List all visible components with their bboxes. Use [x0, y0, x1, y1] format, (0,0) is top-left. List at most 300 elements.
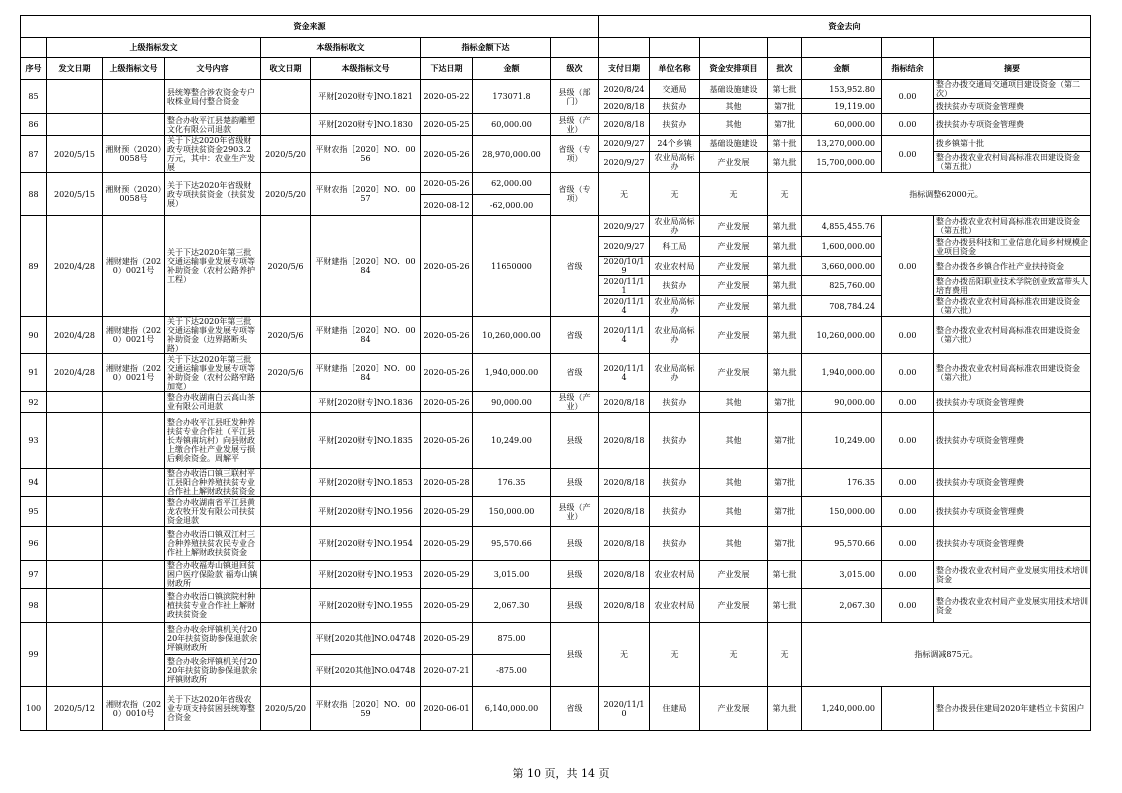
- balance: 0.00: [882, 561, 934, 589]
- receive-date: [261, 527, 311, 561]
- column-header: 收文日期: [261, 58, 311, 80]
- level: 省级: [551, 317, 599, 354]
- level: 省级（专项）: [551, 136, 599, 173]
- table-row: [21, 114, 1091, 136]
- level: 县级（产业）: [551, 114, 599, 136]
- doc-content: 县统筹整合涉农资金专户收株业局付整合资金: [165, 80, 261, 114]
- issue-date: [47, 527, 103, 561]
- doc-content: 整合办收平江县楚韵雕塑文化有限公司退款: [165, 114, 261, 136]
- table-row: [21, 80, 1091, 99]
- down-date: 2020-05-29: [421, 589, 473, 623]
- batch: 第7批: [768, 99, 802, 114]
- upper-doc-number: 湘财建指（2020）0021号: [103, 317, 165, 354]
- local-doc-number: 平财建指［2020］NO．0084: [311, 216, 421, 317]
- column-header: 单位名称: [650, 58, 700, 80]
- doc-content: 整合办收余坪镇机关付2020年扶贫资助参保退款余坪镇财政所: [165, 655, 261, 687]
- receive-date: [261, 561, 311, 589]
- level: 县级: [551, 589, 599, 623]
- row-number: 94: [21, 469, 47, 497]
- table-row: [21, 317, 1091, 354]
- local-doc-number: 平财[2020财专]NO.1835: [311, 413, 421, 469]
- local-doc-number: 平财[2020其他]NO.04748: [311, 623, 421, 655]
- batch: 第7批: [768, 527, 802, 561]
- payment-date: 2020/8/18: [599, 99, 650, 114]
- unit-name: 扶贫办: [650, 497, 700, 527]
- doc-content: 关于下达2020年省级财政专项扶贫资金2903.2万元，其中：农业生产发展: [165, 136, 261, 173]
- unit-name: 扶贫办: [650, 114, 700, 136]
- row-number: 96: [21, 527, 47, 561]
- issue-date: [47, 469, 103, 497]
- batch: 第九批: [768, 317, 802, 354]
- row-number: 85: [21, 80, 47, 114]
- adjust-summary: 指标调减875元。: [802, 623, 1091, 687]
- balance: 0.00: [882, 497, 934, 527]
- allot-amount: 11650000: [473, 216, 551, 317]
- batch: 第7批: [768, 392, 802, 413]
- project-name: 无: [700, 173, 768, 216]
- balance: 0.00: [882, 216, 934, 317]
- down-date: 2020-05-26: [421, 354, 473, 392]
- payment-date: 2020/9/27: [599, 216, 650, 237]
- table-row: [21, 173, 1091, 195]
- upper-doc-number: [103, 527, 165, 561]
- balance: 0.00: [882, 527, 934, 561]
- down-date: 2020-05-26: [421, 173, 473, 195]
- unit-name: 24个乡镇: [650, 136, 700, 152]
- upper-doc-number: [103, 413, 165, 469]
- receive-date: [261, 469, 311, 497]
- local-doc-number: 平财[2020财专]NO.1953: [311, 561, 421, 589]
- upper-doc-number: [103, 623, 165, 687]
- receive-date: [261, 413, 311, 469]
- blank-cell: [650, 38, 700, 58]
- table-row: [21, 469, 1091, 497]
- payment-date: 2020/8/24: [599, 80, 650, 99]
- upper-doc-number: [103, 392, 165, 413]
- unit-name: 无: [650, 173, 700, 216]
- payment-amount: 2,067.30: [802, 589, 882, 623]
- local-doc-number: 平财[2020财专]NO.1853: [311, 469, 421, 497]
- payment-date: 2020/11/14: [599, 354, 650, 392]
- summary: 整合办拨农业农村局高标准农田建设资金（第六批）: [934, 354, 1091, 392]
- batch: 无: [768, 623, 802, 687]
- project-name: 其他: [700, 497, 768, 527]
- balance: 0.00: [882, 413, 934, 469]
- issue-date: 2020/4/28: [47, 317, 103, 354]
- row-number: 86: [21, 114, 47, 136]
- blank-cell: [882, 38, 934, 58]
- allot-amount: 176.35: [473, 469, 551, 497]
- summary: 拨扶贫办专项资金管理费: [934, 413, 1091, 469]
- project-name: 产业发展: [700, 589, 768, 623]
- row-number: 98: [21, 589, 47, 623]
- batch: 第九批: [768, 237, 802, 257]
- column-header: 金额: [802, 58, 882, 80]
- doc-content: 整合办收浯口镇三联村平江县阳合种养殖扶贫专业合作社上解财政扶贫资金: [165, 469, 261, 497]
- batch: 第九批: [768, 257, 802, 276]
- unit-name: 扶贫办: [650, 469, 700, 497]
- allot-amount: 60,000.00: [473, 114, 551, 136]
- local-doc-number: 平财[2020财专]NO.1955: [311, 589, 421, 623]
- payment-date: 2020/11/10: [599, 687, 650, 731]
- allot-amount: 875.00: [473, 623, 551, 655]
- doc-content: 关于下达2020年省级农业专项支持贫困县统筹整合资金: [165, 687, 261, 731]
- payment-amount: 13,270,000.00: [802, 136, 882, 152]
- table-row: [21, 497, 1091, 527]
- balance: 0.00: [882, 80, 934, 114]
- payment-date: 无: [599, 173, 650, 216]
- column-header: 本级指标文号: [311, 58, 421, 80]
- payment-amount: 1,240,000.00: [802, 687, 882, 731]
- local-doc-number: 平财农指［2020］NO．0057: [311, 173, 421, 216]
- issue-date: 2020/5/15: [47, 173, 103, 216]
- project-name: 产业发展: [700, 216, 768, 237]
- level: 省级（专项）: [551, 173, 599, 216]
- receive-date: 2020/5/6: [261, 317, 311, 354]
- balance: 0.00: [882, 114, 934, 136]
- doc-content: 整合办收湖南白云高山茶业有限公司退款: [165, 392, 261, 413]
- row-number: 99: [21, 623, 47, 687]
- batch: 第7批: [768, 413, 802, 469]
- local-doc-number: 平财农指［2020］NO．0056: [311, 136, 421, 173]
- down-date: 2020-05-29: [421, 527, 473, 561]
- receive-date: 2020/5/6: [261, 216, 311, 317]
- payment-date: 2020/9/27: [599, 136, 650, 152]
- unit-name: 农业局高标办: [650, 317, 700, 354]
- column-header: 金额: [473, 58, 551, 80]
- summary: 拨扶贫办专项资金管理费: [934, 114, 1091, 136]
- local-doc-number: 平财建指［2020］NO．0084: [311, 317, 421, 354]
- batch: 第七批: [768, 561, 802, 589]
- blank-cell: [599, 38, 650, 58]
- payment-amount: 708,784.24: [802, 296, 882, 317]
- unit-name: 交通局: [650, 80, 700, 99]
- row-number: 90: [21, 317, 47, 354]
- down-date: 2020-05-28: [421, 469, 473, 497]
- level: 省级: [551, 354, 599, 392]
- down-date: 2020-05-25: [421, 114, 473, 136]
- summary: 拨扶贫办专项资金管理费: [934, 392, 1091, 413]
- receive-date: [261, 392, 311, 413]
- project-name: 其他: [700, 469, 768, 497]
- upper-doc-number: [103, 114, 165, 136]
- issue-date: [47, 114, 103, 136]
- summary: 整合办拨农业农村局产业发展实用技术培训资金: [934, 561, 1091, 589]
- unit-name: 农业农村局: [650, 257, 700, 276]
- allot-amount: 10,249.00: [473, 413, 551, 469]
- local-doc-number: 平财建指［2020］NO．0084: [311, 354, 421, 392]
- local-doc-number: 平财[2020财专]NO.1821: [311, 80, 421, 114]
- summary: 整合办拨农业农村局高标准农田建设资金（第六批）: [934, 296, 1091, 317]
- batch: 第十批: [768, 136, 802, 152]
- blank-cell: [802, 38, 882, 58]
- payment-amount: 1,600,000.00: [802, 237, 882, 257]
- payment-amount: 90,000.00: [802, 392, 882, 413]
- upper-doc-number: [103, 469, 165, 497]
- receive-date: 2020/5/6: [261, 354, 311, 392]
- unit-name: 扶贫办: [650, 392, 700, 413]
- issue-date: [47, 623, 103, 687]
- upper-doc-number: [103, 80, 165, 114]
- level: 县级（产业）: [551, 497, 599, 527]
- receive-date: 2020/5/20: [261, 173, 311, 216]
- batch: 无: [768, 173, 802, 216]
- unit-name: 住建局: [650, 687, 700, 731]
- down-date: 2020-05-26: [421, 136, 473, 173]
- summary: 整合办拨农业农村局高标准农田建设资金（第六批）: [934, 317, 1091, 354]
- upper-doc-number: 湘财预（2020）0058号: [103, 136, 165, 173]
- batch: 第7批: [768, 497, 802, 527]
- receive-date: 2020/5/20: [261, 136, 311, 173]
- summary: 拨扶贫办专项资金管理费: [934, 497, 1091, 527]
- allot-amount: 10,260,000.00: [473, 317, 551, 354]
- down-date: 2020-07-21: [421, 655, 473, 687]
- level: 县级: [551, 561, 599, 589]
- project-name: 基础设施建设: [700, 80, 768, 99]
- summary: 整合办拨交通局交通项目建设资金（第二次）: [934, 80, 1091, 99]
- unit-name: 扶贫办: [650, 99, 700, 114]
- payment-amount: 4,855,455.76: [802, 216, 882, 237]
- local-group-title: 本级指标收文: [261, 38, 421, 58]
- upper-doc-number: [103, 497, 165, 527]
- payment-amount: 60,000.00: [802, 114, 882, 136]
- payment-amount: 15,700,000.00: [802, 152, 882, 173]
- local-doc-number: 平财[2020财专]NO.1836: [311, 392, 421, 413]
- doc-content: 整合办收余坪镇机关付2020年扶贫资助参保退款余坪镇财政所: [165, 623, 261, 655]
- receive-date: [261, 80, 311, 114]
- project-name: 其他: [700, 114, 768, 136]
- level: 县级: [551, 413, 599, 469]
- unit-name: 农业局高标办: [650, 296, 700, 317]
- blank-cell: [934, 38, 1091, 58]
- issue-date: [47, 497, 103, 527]
- batch: 第九批: [768, 687, 802, 731]
- allot-amount: 150,000.00: [473, 497, 551, 527]
- table-row: [21, 561, 1091, 589]
- table-row: [21, 623, 1091, 655]
- upper-doc-number: 湘财建指（2020）0021号: [103, 354, 165, 392]
- doc-content: 关于下达2020年第三批交通运输事业发展专项等补助资金（农村公路窄路加宽）: [165, 354, 261, 392]
- receive-date: [261, 497, 311, 527]
- column-header: 上级指标文号: [103, 58, 165, 80]
- payment-date: 2020/8/18: [599, 413, 650, 469]
- upper-group-title: 上级指标发文: [47, 38, 261, 58]
- balance: 0.00: [882, 589, 934, 623]
- local-doc-number: 平财[2020财专]NO.1830: [311, 114, 421, 136]
- column-header: 支付日期: [599, 58, 650, 80]
- column-header: 发文日期: [47, 58, 103, 80]
- allot-amount: 173071.8: [473, 80, 551, 114]
- down-date: 2020-05-29: [421, 497, 473, 527]
- local-doc-number: 平财[2020财专]NO.1956: [311, 497, 421, 527]
- row-number: 92: [21, 392, 47, 413]
- payment-date: 2020/9/27: [599, 152, 650, 173]
- issue-date: 2020/4/28: [47, 216, 103, 317]
- blank-cell: [768, 38, 802, 58]
- payment-amount: 3,015.00: [802, 561, 882, 589]
- doc-content: 关于下达2020年省级财政专项扶贫资金（扶贫发展）: [165, 173, 261, 216]
- issue-date: [47, 392, 103, 413]
- payment-amount: 10,249.00: [802, 413, 882, 469]
- balance: [882, 687, 934, 731]
- balance: 0.00: [882, 469, 934, 497]
- upper-doc-number: 湘财建指（2020）0021号: [103, 216, 165, 317]
- upper-doc-number: [103, 589, 165, 623]
- unit-name: 扶贫办: [650, 413, 700, 469]
- allot-amount: 3,015.00: [473, 561, 551, 589]
- summary: 整合办拨农业农村局产业发展实用技术培训资金: [934, 589, 1091, 623]
- down-date: 2020-06-01: [421, 687, 473, 731]
- down-date: 2020-05-22: [421, 80, 473, 114]
- project-name: 产业发展: [700, 152, 768, 173]
- unit-name: 农业局高标办: [650, 354, 700, 392]
- column-header: 序号: [21, 58, 47, 80]
- allot-amount: 1,940,000.00: [473, 354, 551, 392]
- row-number: 100: [21, 687, 47, 731]
- allot-amount: -62,000.00: [473, 195, 551, 216]
- unit-name: 扶贫办: [650, 527, 700, 561]
- summary: 拨扶贫办专项资金管理费: [934, 527, 1091, 561]
- project-name: 产业发展: [700, 296, 768, 317]
- project-name: 其他: [700, 527, 768, 561]
- batch: 第九批: [768, 152, 802, 173]
- payment-date: 无: [599, 623, 650, 687]
- level: 县级（部门）: [551, 80, 599, 114]
- local-doc-number: 平财[2020财专]NO.1954: [311, 527, 421, 561]
- issue-date: 2020/5/12: [47, 687, 103, 731]
- row-number: 95: [21, 497, 47, 527]
- summary: 整合办拨县科技和工业信息化局乡村规模企业项目资金: [934, 237, 1091, 257]
- project-name: 产业发展: [700, 561, 768, 589]
- source-title: 资金来源: [21, 16, 599, 38]
- allot-amount: -875.00: [473, 655, 551, 687]
- payment-date: 2020/8/18: [599, 469, 650, 497]
- batch: 第7批: [768, 114, 802, 136]
- payment-amount: 825,760.00: [802, 276, 882, 296]
- allot-amount: 2,067.30: [473, 589, 551, 623]
- table-row: [21, 527, 1091, 561]
- allot-amount: 95,570.66: [473, 527, 551, 561]
- batch: 第九批: [768, 354, 802, 392]
- doc-content: 整合办收福寿山镇退回贫困户医疗保险款 福寿山镇财政所: [165, 561, 261, 589]
- project-name: 产业发展: [700, 317, 768, 354]
- down-date: 2020-05-29: [421, 561, 473, 589]
- column-header: 文号内容: [165, 58, 261, 80]
- column-header: 级次: [551, 58, 599, 80]
- column-header: 指标结余: [882, 58, 934, 80]
- allot-amount: 62,000.00: [473, 173, 551, 195]
- payment-date: 2020/8/18: [599, 114, 650, 136]
- down-date: 2020-05-26: [421, 317, 473, 354]
- project-name: 产业发展: [700, 276, 768, 296]
- payment-date: 2020/11/14: [599, 296, 650, 317]
- column-header: 摘要: [934, 58, 1091, 80]
- table-row: [21, 589, 1091, 623]
- batch: 第七批: [768, 80, 802, 99]
- doc-content: 整合办收浯口镇双江村三合种养殖扶贫农民专业合作社上解财政扶贫资金: [165, 527, 261, 561]
- doc-content: 整合办收浯口镇滨院村种植扶贫专业合作社上解财政扶贫资金: [165, 589, 261, 623]
- project-name: 其他: [700, 99, 768, 114]
- upper-doc-number: 湘财农指（2020）0010号: [103, 687, 165, 731]
- batch: 第九批: [768, 296, 802, 317]
- unit-name: 无: [650, 623, 700, 687]
- table-row: [21, 413, 1091, 469]
- blank-cell: [700, 38, 768, 58]
- project-name: 其他: [700, 413, 768, 469]
- batch: 第7批: [768, 469, 802, 497]
- payment-date: 2020/10/19: [599, 257, 650, 276]
- project-name: 产业发展: [700, 237, 768, 257]
- batch: 第九批: [768, 276, 802, 296]
- batch: 第九批: [768, 216, 802, 237]
- receive-date: [261, 114, 311, 136]
- payment-amount: 150,000.00: [802, 497, 882, 527]
- fund-table: [20, 15, 1091, 731]
- amount-group-title: 指标金额下达: [421, 38, 551, 58]
- payment-date: 2020/8/18: [599, 561, 650, 589]
- row-number: 87: [21, 136, 47, 173]
- payment-date: 2020/11/11: [599, 276, 650, 296]
- payment-amount: 153,952.80: [802, 80, 882, 99]
- summary: 整合办拨农业农村局高标准农田建设资金（第五批）: [934, 216, 1091, 237]
- table-row: [21, 136, 1091, 152]
- receive-date: [261, 623, 311, 687]
- payment-date: 2020/8/18: [599, 392, 650, 413]
- level: 县级: [551, 527, 599, 561]
- row-number: 93: [21, 413, 47, 469]
- down-date: 2020-08-12: [421, 195, 473, 216]
- upper-doc-number: 湘财预（2020）0058号: [103, 173, 165, 216]
- table-row: [21, 687, 1091, 731]
- balance: 0.00: [882, 136, 934, 173]
- unit-name: 农业农村局: [650, 561, 700, 589]
- summary: 拨扶贫办专项资金管理费: [934, 99, 1091, 114]
- allot-amount: 90,000.00: [473, 392, 551, 413]
- project-name: 基础设施建设: [700, 136, 768, 152]
- issue-date: 2020/4/28: [47, 354, 103, 392]
- down-date: 2020-05-26: [421, 413, 473, 469]
- payment-date: 2020/8/18: [599, 527, 650, 561]
- payment-amount: 19,119.00: [802, 99, 882, 114]
- summary: 拨乡镇第十批: [934, 136, 1091, 152]
- down-date: 2020-05-26: [421, 216, 473, 317]
- level: 省级: [551, 216, 599, 317]
- payment-date: 2020/11/14: [599, 317, 650, 354]
- unit-name: 农业农村局: [650, 589, 700, 623]
- payment-date: 2020/8/18: [599, 497, 650, 527]
- summary: 整合办拨农业农村局高标准农田建设资金（第五批）: [934, 152, 1091, 173]
- local-doc-number: 平财[2020其他]NO.04748: [311, 655, 421, 687]
- local-doc-number: 平财农指［2020］NO．0059: [311, 687, 421, 731]
- level: 省级: [551, 687, 599, 731]
- blank-cell: [551, 38, 599, 58]
- column-header: 下达日期: [421, 58, 473, 80]
- batch: 第七批: [768, 589, 802, 623]
- allot-amount: 6,140,000.00: [473, 687, 551, 731]
- receive-date: [261, 589, 311, 623]
- summary: 拨扶贫办专项资金管理费: [934, 469, 1091, 497]
- project-name: 其他: [700, 392, 768, 413]
- balance: 0.00: [882, 392, 934, 413]
- balance: 0.00: [882, 354, 934, 392]
- allot-amount: 28,970,000.00: [473, 136, 551, 173]
- down-date: 2020-05-29: [421, 623, 473, 655]
- summary: 整合办拨各乡镇合作社产业扶持资金: [934, 257, 1091, 276]
- row-number: 89: [21, 216, 47, 317]
- project-name: 产业发展: [700, 354, 768, 392]
- summary: 整合办拨岳阳职业技术学院创业致富带头人培育费用: [934, 276, 1091, 296]
- unit-name: 农业局高标办: [650, 152, 700, 173]
